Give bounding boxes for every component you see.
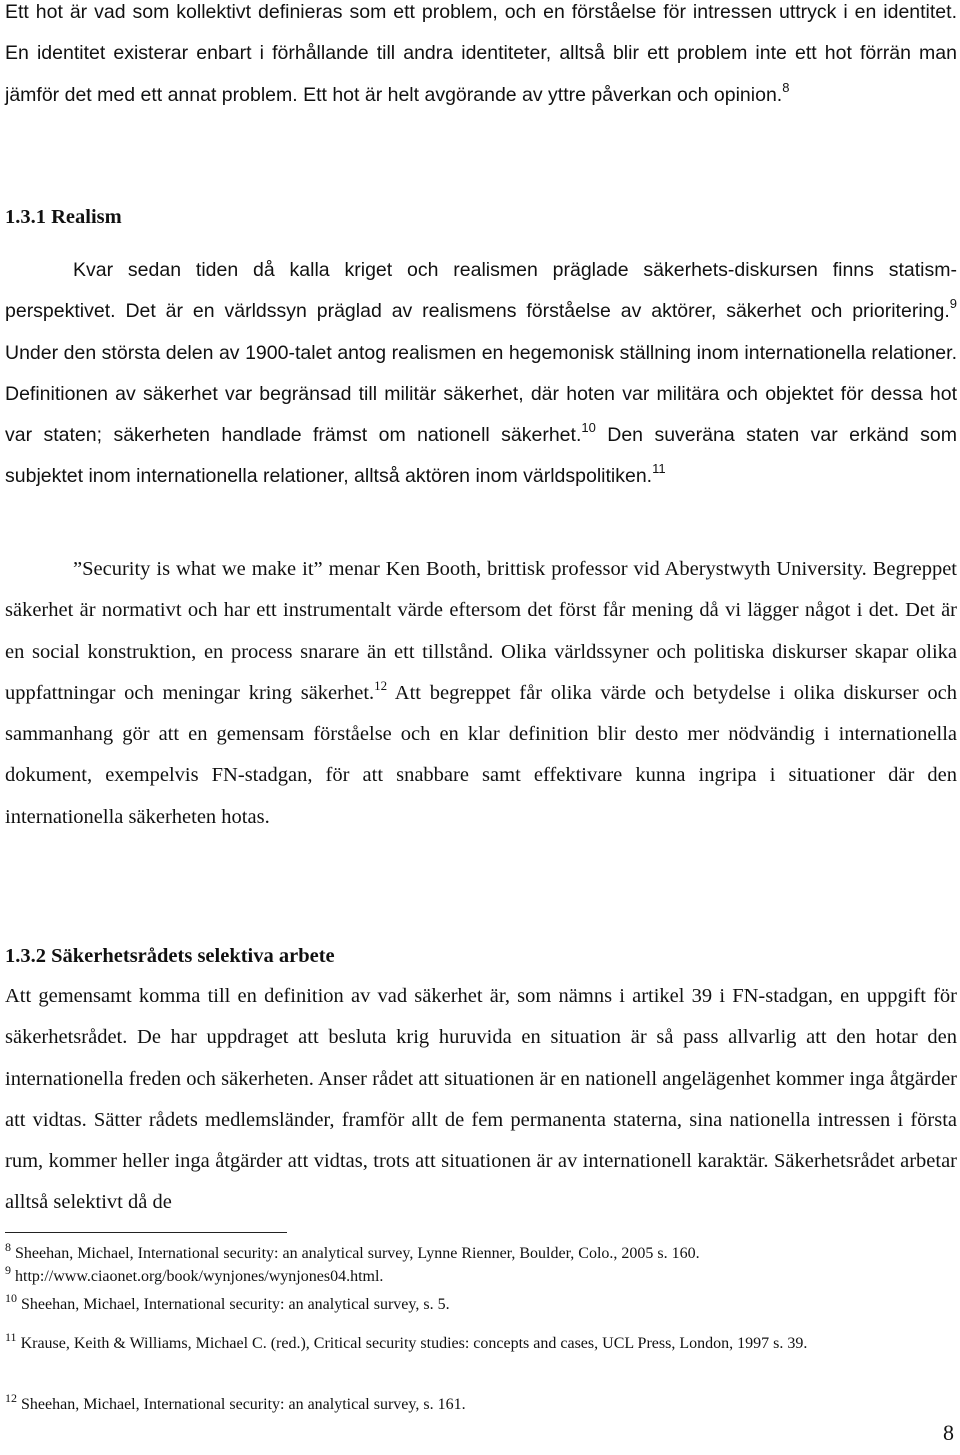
section-heading-security-council: 1.3.2 Säkerhetsrådets selektiva arbete (5, 945, 335, 967)
realism-paragraph-1 (5, 250, 957, 498)
page-number: 8 (943, 1420, 954, 1445)
footnote-number: 12 (5, 1391, 17, 1405)
intro-paragraph (5, 0, 957, 116)
footnote-number: 8 (5, 1240, 11, 1254)
realism-text-c: Den suveräna staten var erkänd som subjektet inom internationella relationer, alltså aktören inom världspolitiken. (5, 424, 957, 488)
footnote-10 (5, 1291, 957, 1316)
footnote-text: Krause, Keith & Williams, Michael C. (red.), Critical security studies: concepts and cases, UCL Press, London, 1997 s. 39. (20, 1335, 808, 1352)
realism-p2-text-b: Att begreppet får olika värde och betydelse i olika diskurser och sammanhang gör att en gemensam förståelse och en klar definition blir desto mer nödvändig i internationella dokument, exempelvis FN-stadgan, för att snabbare samt effektivare kunna ingripa i situationer där den internationella säkerheten hotas. (5, 681, 957, 828)
footnote-text: Sheehan, Michael, International security: an analytical survey, s. 5. (21, 1296, 450, 1313)
footnote-9 (5, 1263, 957, 1288)
footnote-text: Sheehan, Michael, International security: an analytical survey, Lynne Rienner, Boulder, Colo., 2005 s. 160. (15, 1245, 700, 1262)
footnote-12 (5, 1391, 957, 1416)
security-council-paragraph: Att gemensamt komma till en definition av vad säkerhet är, som nämns i artikel 39 i FN-stadgan, en uppgift för säkerhetsrådet. De har uppdraget att besluta krig huruvida en situation är så pass allvarlig att den hotar den internationella freden och säkerheten. Anser rådet att situationen är en nationell angelägenhet kommer inga åtgärder att vidtas. Sätter rådets medlemsländer, framför allt de fem permanenta staterna, sina nationella intressen i första rum, kommer heller inga åtgärder att vidtas, trots att situationen är av internationell karaktär. Säkerhetsrådet arbetar alltså selektivt då de (5, 985, 957, 1214)
footnote-number: 9 (5, 1263, 11, 1277)
footnote-ref-10: 10 (581, 420, 596, 436)
realism-paragraph-2 (5, 549, 957, 838)
footnote-ref-8: 8 (782, 79, 790, 95)
intro-text: Ett hot är vad som kollektivt definieras som ett problem, och en förståelse för intressen uttryck i en identitet. En identitet existerar enbart i förhållande till andra identiteter, alltså blir ett problem inte ett hot förrän man jämför det med ett annat problem. Ett hot är helt avgörande av yttre påverkan och opinion. (5, 1, 957, 106)
footnote-divider (5, 1232, 287, 1233)
realism-text-b: Under den största delen av 1900-talet antog realismen en hegemonisk ställning inom internationella relationer. Definitionen av säkerhet var begränsad till militär säkerhet, där hoten var militära och objektet för dessa hot var staten; säkerheten handlade främst om nationell säkerhet. (5, 341, 957, 447)
footnote-number: 10 (5, 1291, 17, 1305)
realism-text-a: Kvar sedan tiden då kalla kriget och realismen präglade säkerhets-diskursen finns statism-perspektivet. Det är en världssyn präglad av realismens förståelse av aktörer, säkerhet och prioritering. (5, 259, 957, 323)
footnote-text: Sheehan, Michael, International security: an analytical survey, s. 161. (21, 1396, 466, 1413)
footnote-ref-11: 11 (652, 461, 666, 477)
footnote-number: 11 (5, 1330, 17, 1344)
realism-p2-text-a: ”Security is what we make it” menar Ken Booth, brittisk professor vid Aberystwyth University. Begreppet säkerhet är normativt och har ett instrumentalt värde eftersom det först får mening då vi lägger något i det. Det är en social konstruktion, en process snarare än ett tillstånd. Olika världssyner och politiska diskurser skapar olika uppfattningar och meningar kring säkerhet. (5, 558, 957, 704)
section-heading-realism: 1.3.1 Realism (5, 206, 122, 228)
footnote-link[interactable]: http://www.ciaonet.org/book/wynjones/wynjones04.html. (15, 1268, 384, 1285)
footnote-11 (5, 1330, 957, 1355)
footnote-ref-12: 12 (374, 677, 388, 693)
footnote-ref-9: 9 (949, 296, 957, 312)
footnote-8 (5, 1240, 957, 1265)
